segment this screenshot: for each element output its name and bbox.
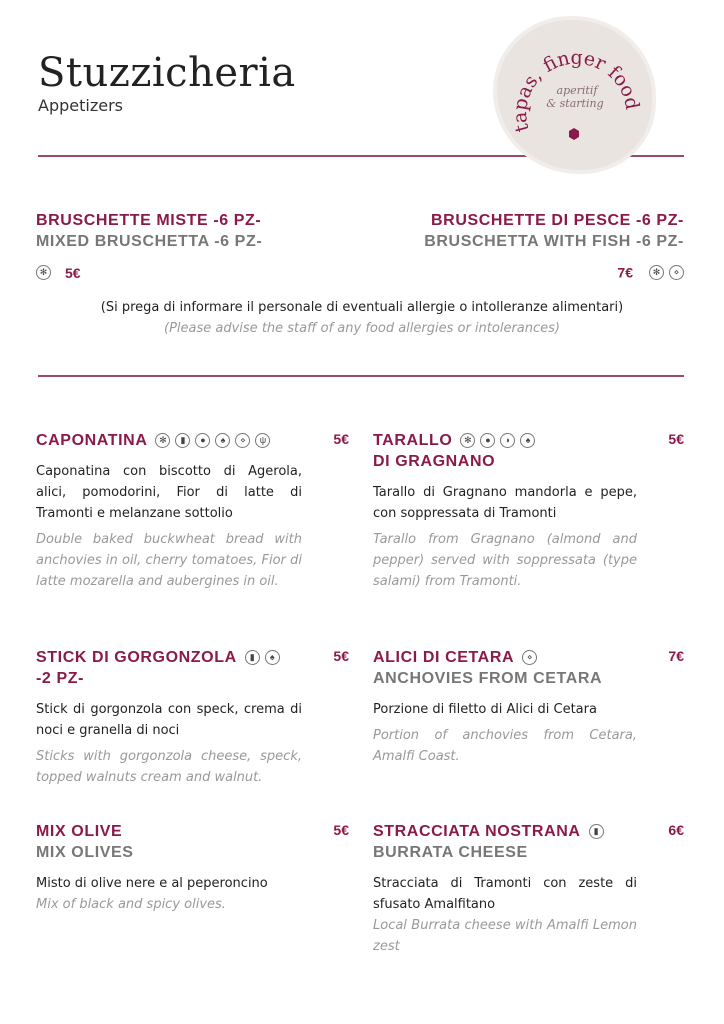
item-price: 5€ xyxy=(668,431,684,447)
allergen-icons xyxy=(522,650,537,665)
menu-item xyxy=(373,821,684,957)
item-name: TARALLO xyxy=(373,432,453,449)
item-name: ALICI DI CETARA xyxy=(373,649,515,666)
item-description-en: Local Burrata cheese with Amalfi Lemon zest xyxy=(373,918,637,954)
item-description-it: Caponatina con biscotto di Agerola, alici, pomodorini, Fior di latte di Tramonti e melanzane sottolio xyxy=(36,464,302,521)
allergy-notice-it: (Si prega di informare il personale di eventuali allergie o intolleranze alimentari) xyxy=(100,300,624,315)
allergen-icons xyxy=(649,265,684,280)
svg-text:aperitif: aperitif xyxy=(556,84,598,97)
divider xyxy=(38,375,684,377)
item-name: CAPONATINA xyxy=(36,432,148,449)
tapas-stamp-logo xyxy=(497,20,652,170)
item-price: 6€ xyxy=(668,822,684,838)
item-description-it: Stracciata di Tramonti con zeste di sfusato Amalfitano xyxy=(373,876,637,912)
allergen-icons xyxy=(245,650,280,665)
item-name: BRUSCHETTE MISTE -6 PZ- xyxy=(36,212,262,229)
wheat-icon: ✻ xyxy=(649,265,664,280)
menu-item xyxy=(36,821,349,915)
svg-text:tapas, finger food: tapas, finger food xyxy=(509,46,644,135)
wheat-icon: ✻ xyxy=(460,433,475,448)
fish-icon: ⋄ xyxy=(235,433,250,448)
item-description-en: Mix of black and spicy olives. xyxy=(36,897,226,912)
menu-item xyxy=(373,430,684,592)
item-name: BRUSCHETTE DI PESCE -6 PZ- xyxy=(431,212,684,229)
item-price: 5€ xyxy=(333,648,349,664)
item-name-en: MIXED BRUSCHETTA -6 PZ- xyxy=(36,233,263,250)
item-description-en: Tarallo from Gragnano (almond and pepper) served with soppressata (type salami) from Tramonti. xyxy=(373,532,637,589)
allergen-icons xyxy=(589,824,604,839)
milk-icon: ▮ xyxy=(589,824,604,839)
item-name-en: MIX OLIVES xyxy=(36,844,134,861)
menu-item xyxy=(373,647,684,767)
item-name: STICK DI GORGONZOLA xyxy=(36,649,237,666)
menu-item xyxy=(36,430,349,592)
mollusc-icon: ● xyxy=(195,433,210,448)
page-subtitle: Appetizers xyxy=(38,96,123,115)
item-price: 5€ xyxy=(333,822,349,838)
item-price: 5€ xyxy=(65,264,81,281)
mustard-icon: ◗ xyxy=(500,433,515,448)
nut-icon: ♠ xyxy=(265,650,280,665)
item-price: 7€ xyxy=(617,264,633,281)
item-description-it: Misto di olive nere e al peperoncino xyxy=(36,876,268,891)
item-name-line2: DI GRAGNANO xyxy=(373,453,496,470)
item-description-it: Porzione di filetto di Alici di Cetara xyxy=(373,702,597,717)
allergen-icons xyxy=(460,433,535,448)
page-title: Stuzzicheria xyxy=(38,50,296,96)
mollusc-icon: ● xyxy=(480,433,495,448)
nut-icon: ♠ xyxy=(520,433,535,448)
milk-icon: ▮ xyxy=(175,433,190,448)
item-name: STRACCIATA NOSTRANA xyxy=(373,823,581,840)
fish-icon: ⋄ xyxy=(522,650,537,665)
item-description-en: Sticks with gorgonzola cheese, speck, topped walnuts cream and walnut. xyxy=(36,749,302,785)
menu-item xyxy=(36,647,349,788)
svg-text:& starting: & starting xyxy=(546,97,604,110)
item-name-en: BURRATA CHEESE xyxy=(373,844,528,861)
celery-icon: ψ xyxy=(255,433,270,448)
wheat-icon: ✻ xyxy=(155,433,170,448)
nut-icon: ♠ xyxy=(215,433,230,448)
item-name: MIX OLIVE xyxy=(36,823,123,840)
allergen-icons xyxy=(155,433,270,448)
item-name-en: ANCHOVIES FROM CETARA xyxy=(373,670,603,687)
item-name-en: BRUSCHETTA WITH FISH -6 PZ- xyxy=(424,233,684,250)
item-price: 7€ xyxy=(668,648,684,664)
allergy-notice-en: (Please advise the staff of any food allergies or intolerances) xyxy=(164,321,560,336)
item-description-en: Double baked buckwheat bread with anchovies in oil, cherry tomatoes, Fior di latte mozarella and aubergines in oil. xyxy=(36,532,302,589)
item-name-line2: -2 PZ- xyxy=(36,670,85,687)
milk-icon: ▮ xyxy=(245,650,260,665)
item-description-it: Tarallo di Gragnano mandorla e pepe, con soppressata di Tramonti xyxy=(373,485,637,521)
item-price: 5€ xyxy=(333,431,349,447)
allergen-icons xyxy=(36,265,51,280)
item-description-en: Portion of anchovies from Cetara, Amalfi Coast. xyxy=(373,728,637,764)
wheat-icon: ✻ xyxy=(36,265,51,280)
fish-icon: ⋄ xyxy=(669,265,684,280)
item-description-it: Stick di gorgonzola con speck, crema di noci e granella di noci xyxy=(36,702,302,738)
